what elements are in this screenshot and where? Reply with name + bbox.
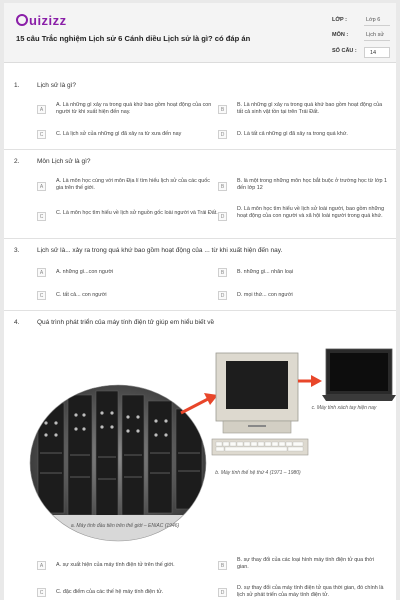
logo-text: uizizz xyxy=(29,13,67,28)
question-text: Môn Lịch sử là gì? xyxy=(37,158,91,165)
question-text: Quá trình phát triển của máy tính điện tử giúp em hiểu biết về xyxy=(37,319,215,326)
question-number: 1. xyxy=(14,82,20,89)
question-divider xyxy=(4,149,396,150)
class-value: Lớp 6 xyxy=(366,17,381,23)
option-badge[interactable]: D xyxy=(218,130,227,139)
option-text[interactable]: C. đặc điểm của các thế hệ máy tính điện tử. xyxy=(56,589,164,595)
page-title: 15 câu Trắc nghiệm Lịch sử 6 Cánh diều Lịch sử là gì? có đáp án xyxy=(16,34,251,43)
class-underline xyxy=(364,25,390,26)
subject-value: Lịch sử xyxy=(366,32,385,38)
laptop-image xyxy=(322,349,396,401)
option-text[interactable]: A. Là những gì xảy ra trong quá khứ bao gồm hoạt động của con người từ khi xuất hiện đến nay. xyxy=(56,102,212,115)
option-text[interactable]: B. Là những gì xảy ra trong quá khứ bao gồm hoạt động của tất cả sinh vật tồn tại trên Trái Đất. xyxy=(237,102,383,115)
question-number: 4. xyxy=(14,319,20,326)
option-text[interactable]: B. những gì... nhân loại xyxy=(237,269,294,275)
count-label: SỐ CÂU : xyxy=(332,48,357,54)
option-badge[interactable]: A xyxy=(37,561,46,570)
worksheet-header xyxy=(4,3,396,63)
option-badge[interactable]: D xyxy=(218,212,227,221)
subject-label: MÔN : xyxy=(332,32,349,38)
option-badge[interactable]: D xyxy=(218,588,227,597)
worksheet-page xyxy=(4,3,396,600)
option-text[interactable]: A. sự xuất hiện của máy tính điện tử trên thế giới. xyxy=(56,562,175,568)
option-badge[interactable]: B xyxy=(218,268,227,277)
question-divider xyxy=(4,310,396,311)
option-badge[interactable]: C xyxy=(37,212,46,221)
option-text[interactable]: D. mọi thứ... con người xyxy=(237,292,293,298)
question-text: Lịch sử là... xảy ra trong quá khứ bao gồm hoạt động của ... từ khi xuất hiện đến nay. xyxy=(37,247,283,254)
count-value: 14 xyxy=(364,47,390,58)
gen4-computer-image xyxy=(212,353,308,455)
option-text[interactable]: C. Là lịch sử của những gì đã xảy ra từ xưa đến nay xyxy=(56,131,182,137)
option-text[interactable]: B. là một trong những môn học bắt buộc ở trường học từ lớp 1 đến lớp 12 xyxy=(237,178,387,191)
arrow-icon xyxy=(181,393,218,413)
option-text[interactable]: C. tất cả... con người xyxy=(56,292,107,298)
option-badge[interactable]: A xyxy=(37,268,46,277)
option-badge[interactable]: A xyxy=(37,105,46,114)
subject-underline xyxy=(364,40,390,41)
option-badge[interactable]: B xyxy=(218,105,227,114)
option-badge[interactable]: B xyxy=(218,561,227,570)
question-divider xyxy=(4,238,396,239)
option-text[interactable]: C. Là môn học tìm hiểu về lịch sử nguồn gốc loài người và Trái Đất. xyxy=(56,210,218,216)
gen4-caption: b. Máy tính thế hệ thứ 4 (1971 – 1980) xyxy=(215,470,301,476)
question-number: 3. xyxy=(14,247,20,254)
option-text[interactable]: D. sự thay đổi của máy tính điện tử qua thời gian, đó chính là lịch sử phát triển của máy tính điện tử. xyxy=(237,585,384,598)
question-text: Lịch sử là gì? xyxy=(37,82,77,89)
quizizz-logo xyxy=(16,13,67,28)
question-number: 2. xyxy=(14,158,20,165)
option-text[interactable]: D. Là tất cả những gì đã xảy ra trong quá khứ. xyxy=(237,131,348,137)
class-label: LỚP : xyxy=(332,17,347,23)
eniac-caption: a. Máy tính đầu tiên trên thế giới – ENIAC (1946) xyxy=(70,523,180,529)
option-text[interactable]: A. Là môn học cùng với môn Địa lí tìm hiểu lịch sử của các quốc gia trên thế giới. xyxy=(56,178,210,191)
option-badge[interactable]: C xyxy=(37,130,46,139)
option-badge[interactable]: A xyxy=(37,182,46,191)
option-text[interactable]: B. sự thay đổi của các loại hình máy tính điện tử qua thời gian. xyxy=(237,557,374,570)
computer-history-illustration xyxy=(26,343,396,548)
option-text[interactable]: D. Là môn học tìm hiểu về lịch sử loài người, bao gồm những hoạt động của con người và xã hội loài người trong quá khứ. xyxy=(237,206,385,219)
arrow-icon xyxy=(298,375,322,387)
option-badge[interactable]: C xyxy=(37,291,46,300)
option-badge[interactable]: B xyxy=(218,182,227,191)
laptop-caption: c. Máy tính xách tay hiện nay xyxy=(311,405,377,411)
option-text[interactable]: A. những gì...con người xyxy=(56,269,114,275)
logo-q-icon xyxy=(16,14,28,26)
option-badge[interactable]: D xyxy=(218,291,227,300)
option-badge[interactable]: C xyxy=(37,588,46,597)
